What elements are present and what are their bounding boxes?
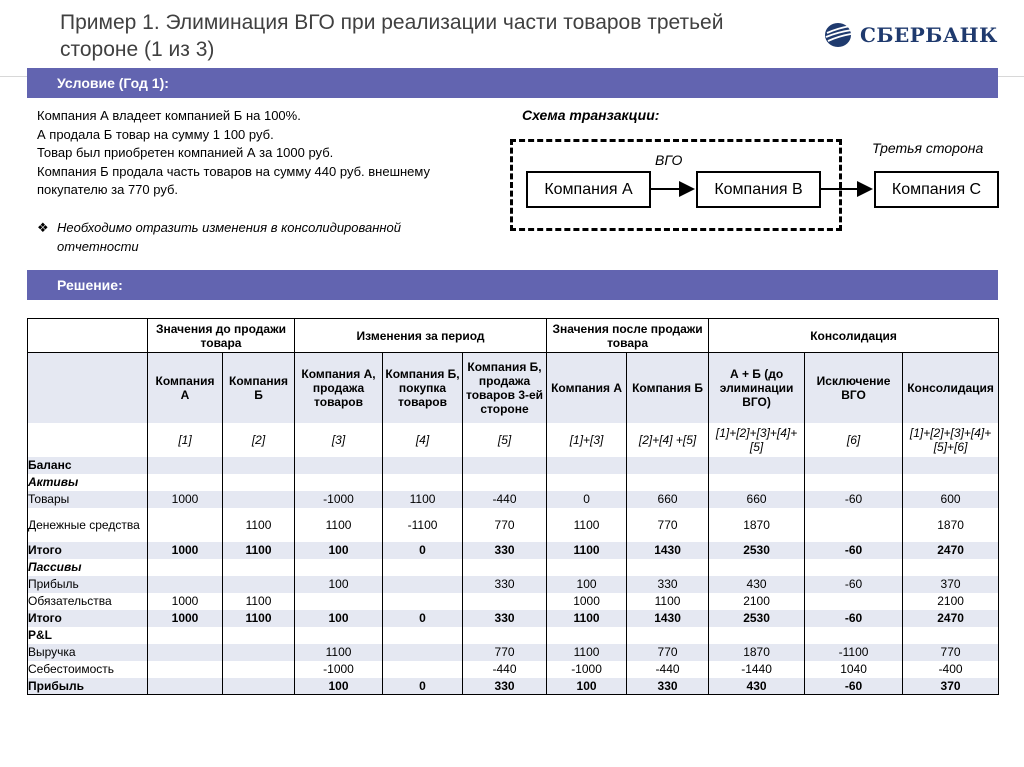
note-text: Необходимо отразить изменения в консолидированной отчетности: [57, 220, 402, 254]
table-cell: 1100: [547, 542, 627, 559]
table-cell: 2100: [709, 593, 805, 610]
table-cell: [383, 593, 463, 610]
col-header: Компания А: [148, 353, 223, 423]
table-row: [28, 661, 999, 678]
table-cell: [547, 457, 627, 474]
table-cell: 1100: [383, 491, 463, 508]
table-cell: [709, 627, 805, 644]
formula-cell: [4]: [383, 423, 463, 457]
table-cell: 1100: [547, 610, 627, 627]
table-cell: 1100: [223, 610, 295, 627]
table-cell: [547, 559, 627, 576]
table-cell: -1100: [383, 508, 463, 542]
vgo-label: ВГО: [655, 152, 683, 168]
table-cell: -440: [627, 661, 709, 678]
group-header-after: Значения после продажи товара: [547, 319, 709, 353]
table-cell: 430: [709, 576, 805, 593]
logo-text: СБЕРБАНК: [860, 23, 998, 47]
table-cell: [295, 627, 383, 644]
table-row: [28, 457, 999, 474]
table-cell: 1100: [547, 508, 627, 542]
row-label: Итого: [28, 542, 148, 559]
formula-cell: [1]+[2]+[3]+[4]+[5]+[6]: [903, 423, 999, 457]
row-label: Денежные средства: [28, 508, 148, 542]
table-cell: [627, 474, 709, 491]
company-a-box: Компания А: [526, 171, 651, 208]
table-row: [28, 559, 999, 576]
table-cell: -440: [463, 491, 547, 508]
table-cell: [709, 559, 805, 576]
table-cell: -1000: [295, 661, 383, 678]
table-cell: [223, 678, 295, 695]
table-cell: 1870: [903, 508, 999, 542]
formula-cell: [1]+[2]+[3]+[4]+[5]: [709, 423, 805, 457]
table-cell: -60: [805, 542, 903, 559]
table-cell: 2530: [709, 610, 805, 627]
table-cell: [223, 627, 295, 644]
page-title: Пример 1. Элиминация ВГО при реализации части товаров третьей стороне (1 из 3): [60, 11, 724, 61]
table-row: [28, 508, 999, 542]
table-cell: 100: [295, 576, 383, 593]
table-cell: [463, 559, 547, 576]
company-b-box: Компания В: [696, 171, 821, 208]
table-cell: 1870: [709, 508, 805, 542]
table-cell: 330: [463, 542, 547, 559]
table-cell: [627, 627, 709, 644]
formula-cell: [2]+[4] +[5]: [627, 423, 709, 457]
table-cell: 100: [547, 576, 627, 593]
solution-bar: Решение:: [27, 270, 998, 300]
table-cell: 0: [547, 491, 627, 508]
formula-cell: [5]: [463, 423, 547, 457]
formula-cell: [3]: [295, 423, 383, 457]
schema-title: Схема транзакции:: [522, 107, 660, 123]
table-cell: [383, 576, 463, 593]
third-party-label: Третья сторона: [872, 140, 984, 156]
table-cell: 1000: [148, 610, 223, 627]
table-cell: [148, 457, 223, 474]
table-cell: [805, 474, 903, 491]
corner-cell: [28, 423, 148, 457]
table-cell: 330: [463, 678, 547, 695]
table-cell: -1000: [295, 491, 383, 508]
table-cell: 1100: [223, 593, 295, 610]
table-cell: 770: [463, 508, 547, 542]
table-cell: 1000: [148, 593, 223, 610]
table-row: [28, 593, 999, 610]
table-cell: 100: [295, 542, 383, 559]
table-cell: [148, 576, 223, 593]
col-header: Компания Б: [627, 353, 709, 423]
row-label: Обязательства: [28, 593, 148, 610]
condition-bar: Условие (Год 1):: [27, 68, 998, 98]
formula-cell: [1]+[3]: [547, 423, 627, 457]
col-header: Исключение ВГО: [805, 353, 903, 423]
table-cell: -60: [805, 491, 903, 508]
table-cell: -60: [805, 576, 903, 593]
solution-table: [27, 318, 999, 695]
table-cell: 0: [383, 678, 463, 695]
table-cell: [148, 627, 223, 644]
table-cell: 1000: [148, 491, 223, 508]
table-cell: [383, 559, 463, 576]
row-label: Себестоимость: [28, 661, 148, 678]
table-cell: [463, 627, 547, 644]
row-label: P&L: [28, 627, 148, 644]
table-cell: [148, 559, 223, 576]
table-row: [28, 576, 999, 593]
table-row: [28, 542, 999, 559]
condition-line: Компания А владеет компанией Б на 100%.: [37, 108, 301, 123]
formula-cell: [2]: [223, 423, 295, 457]
table-cell: 100: [295, 678, 383, 695]
table-cell: [805, 508, 903, 542]
row-label: Пассивы: [28, 559, 148, 576]
table-cell: 770: [903, 644, 999, 661]
table-cell: 1100: [223, 542, 295, 559]
table-cell: 1000: [547, 593, 627, 610]
table-cell: 370: [903, 576, 999, 593]
table-cell: [295, 559, 383, 576]
table-cell: [383, 474, 463, 491]
table-cell: [627, 457, 709, 474]
table-cell: 100: [295, 610, 383, 627]
col-header: Компания А: [547, 353, 627, 423]
table-cell: -1000: [547, 661, 627, 678]
table-cell: [295, 474, 383, 491]
table-cell: [903, 474, 999, 491]
group-header-changes: Изменения за период: [295, 319, 547, 353]
group-header-consolidation: Консолидация: [709, 319, 999, 353]
table-cell: 330: [463, 576, 547, 593]
table-cell: [148, 508, 223, 542]
table-cell: 1000: [148, 542, 223, 559]
table-cell: [383, 457, 463, 474]
table-cell: 1430: [627, 542, 709, 559]
table-cell: -440: [463, 661, 547, 678]
table-cell: [463, 593, 547, 610]
table-cell: 330: [463, 610, 547, 627]
table-cell: 1100: [547, 644, 627, 661]
table-cell: [223, 661, 295, 678]
table-cell: [463, 457, 547, 474]
table-cell: 1870: [709, 644, 805, 661]
col-header: Компания Б, покупка товаров: [383, 353, 463, 423]
table-row: [28, 491, 999, 508]
table-cell: 0: [383, 542, 463, 559]
corner-cell: [28, 353, 148, 423]
table-cell: [223, 644, 295, 661]
condition-line: Компания Б продала часть товаров на сумму 440 руб. внешнему покупателю за 770 руб.: [37, 163, 430, 197]
table-cell: -400: [903, 661, 999, 678]
table-cell: 2100: [903, 593, 999, 610]
table-cell: [805, 457, 903, 474]
table-cell: 770: [463, 644, 547, 661]
table-cell: -60: [805, 610, 903, 627]
col-header: Консолидация: [903, 353, 999, 423]
table-cell: [903, 627, 999, 644]
table-cell: 1040: [805, 661, 903, 678]
table-cell: [223, 491, 295, 508]
table-cell: [709, 457, 805, 474]
table-cell: [148, 474, 223, 491]
table-cell: 770: [627, 508, 709, 542]
table-cell: 600: [903, 491, 999, 508]
table-cell: [223, 457, 295, 474]
corner-cell: [28, 319, 148, 353]
table-cell: [383, 661, 463, 678]
table-row: [28, 474, 999, 491]
table-cell: [903, 559, 999, 576]
table-cell: -60: [805, 678, 903, 695]
row-label: Прибыль: [28, 576, 148, 593]
company-c-box: Компания С: [874, 171, 999, 208]
condition-line: А продала Б товар на сумму 1 100 руб.: [37, 126, 274, 142]
table-cell: [148, 644, 223, 661]
table-cell: [805, 627, 903, 644]
table-cell: [805, 593, 903, 610]
table-cell: [463, 474, 547, 491]
table-cell: [223, 576, 295, 593]
table-cell: 660: [627, 491, 709, 508]
table-cell: 1100: [295, 644, 383, 661]
table-cell: -1100: [805, 644, 903, 661]
table-row: [28, 644, 999, 661]
table-cell: 1100: [295, 508, 383, 542]
row-label: Активы: [28, 474, 148, 491]
table-row: [28, 610, 999, 627]
table-cell: 370: [903, 678, 999, 695]
table-cell: 2470: [903, 610, 999, 627]
table-cell: [383, 644, 463, 661]
table-cell: [223, 474, 295, 491]
table-cell: 100: [547, 678, 627, 695]
table-cell: 430: [709, 678, 805, 695]
table-cell: 330: [627, 678, 709, 695]
table-cell: [709, 474, 805, 491]
table-row: [28, 678, 999, 695]
table-cell: 0: [383, 610, 463, 627]
table-row: [28, 627, 999, 644]
table-cell: [547, 474, 627, 491]
col-header: Компания Б, продажа товаров 3-ей стороне: [463, 353, 547, 423]
table-cell: 1100: [223, 508, 295, 542]
col-header: А + Б (до элиминации ВГО): [709, 353, 805, 423]
table-cell: [805, 559, 903, 576]
formula-cell: [6]: [805, 423, 903, 457]
table-cell: [627, 559, 709, 576]
formula-cell: [1]: [148, 423, 223, 457]
table-cell: 1100: [627, 593, 709, 610]
row-label: Прибыль: [28, 678, 148, 695]
table-cell: [295, 593, 383, 610]
table-cell: [148, 661, 223, 678]
table-cell: 2530: [709, 542, 805, 559]
row-label: Товары: [28, 491, 148, 508]
col-header: Компания Б: [223, 353, 295, 423]
table-cell: 770: [627, 644, 709, 661]
row-label: Выручка: [28, 644, 148, 661]
table-cell: [547, 627, 627, 644]
table-cell: [148, 678, 223, 695]
table-cell: -1440: [709, 661, 805, 678]
row-label: Баланс: [28, 457, 148, 474]
group-header-before: Значения до продажи товара: [148, 319, 295, 353]
table-cell: 1430: [627, 610, 709, 627]
col-header: Компания А, продажа товаров: [295, 353, 383, 423]
table-cell: [223, 559, 295, 576]
condition-line: Товар был приобретен компанией А за 1000 руб.: [37, 145, 334, 160]
table-cell: 660: [709, 491, 805, 508]
table-cell: [295, 457, 383, 474]
row-label: Итого: [28, 610, 148, 627]
table-cell: 2470: [903, 542, 999, 559]
table-cell: [903, 457, 999, 474]
diamond-bullet-icon: ❖: [37, 220, 49, 235]
table-cell: 330: [627, 576, 709, 593]
table-cell: [383, 627, 463, 644]
